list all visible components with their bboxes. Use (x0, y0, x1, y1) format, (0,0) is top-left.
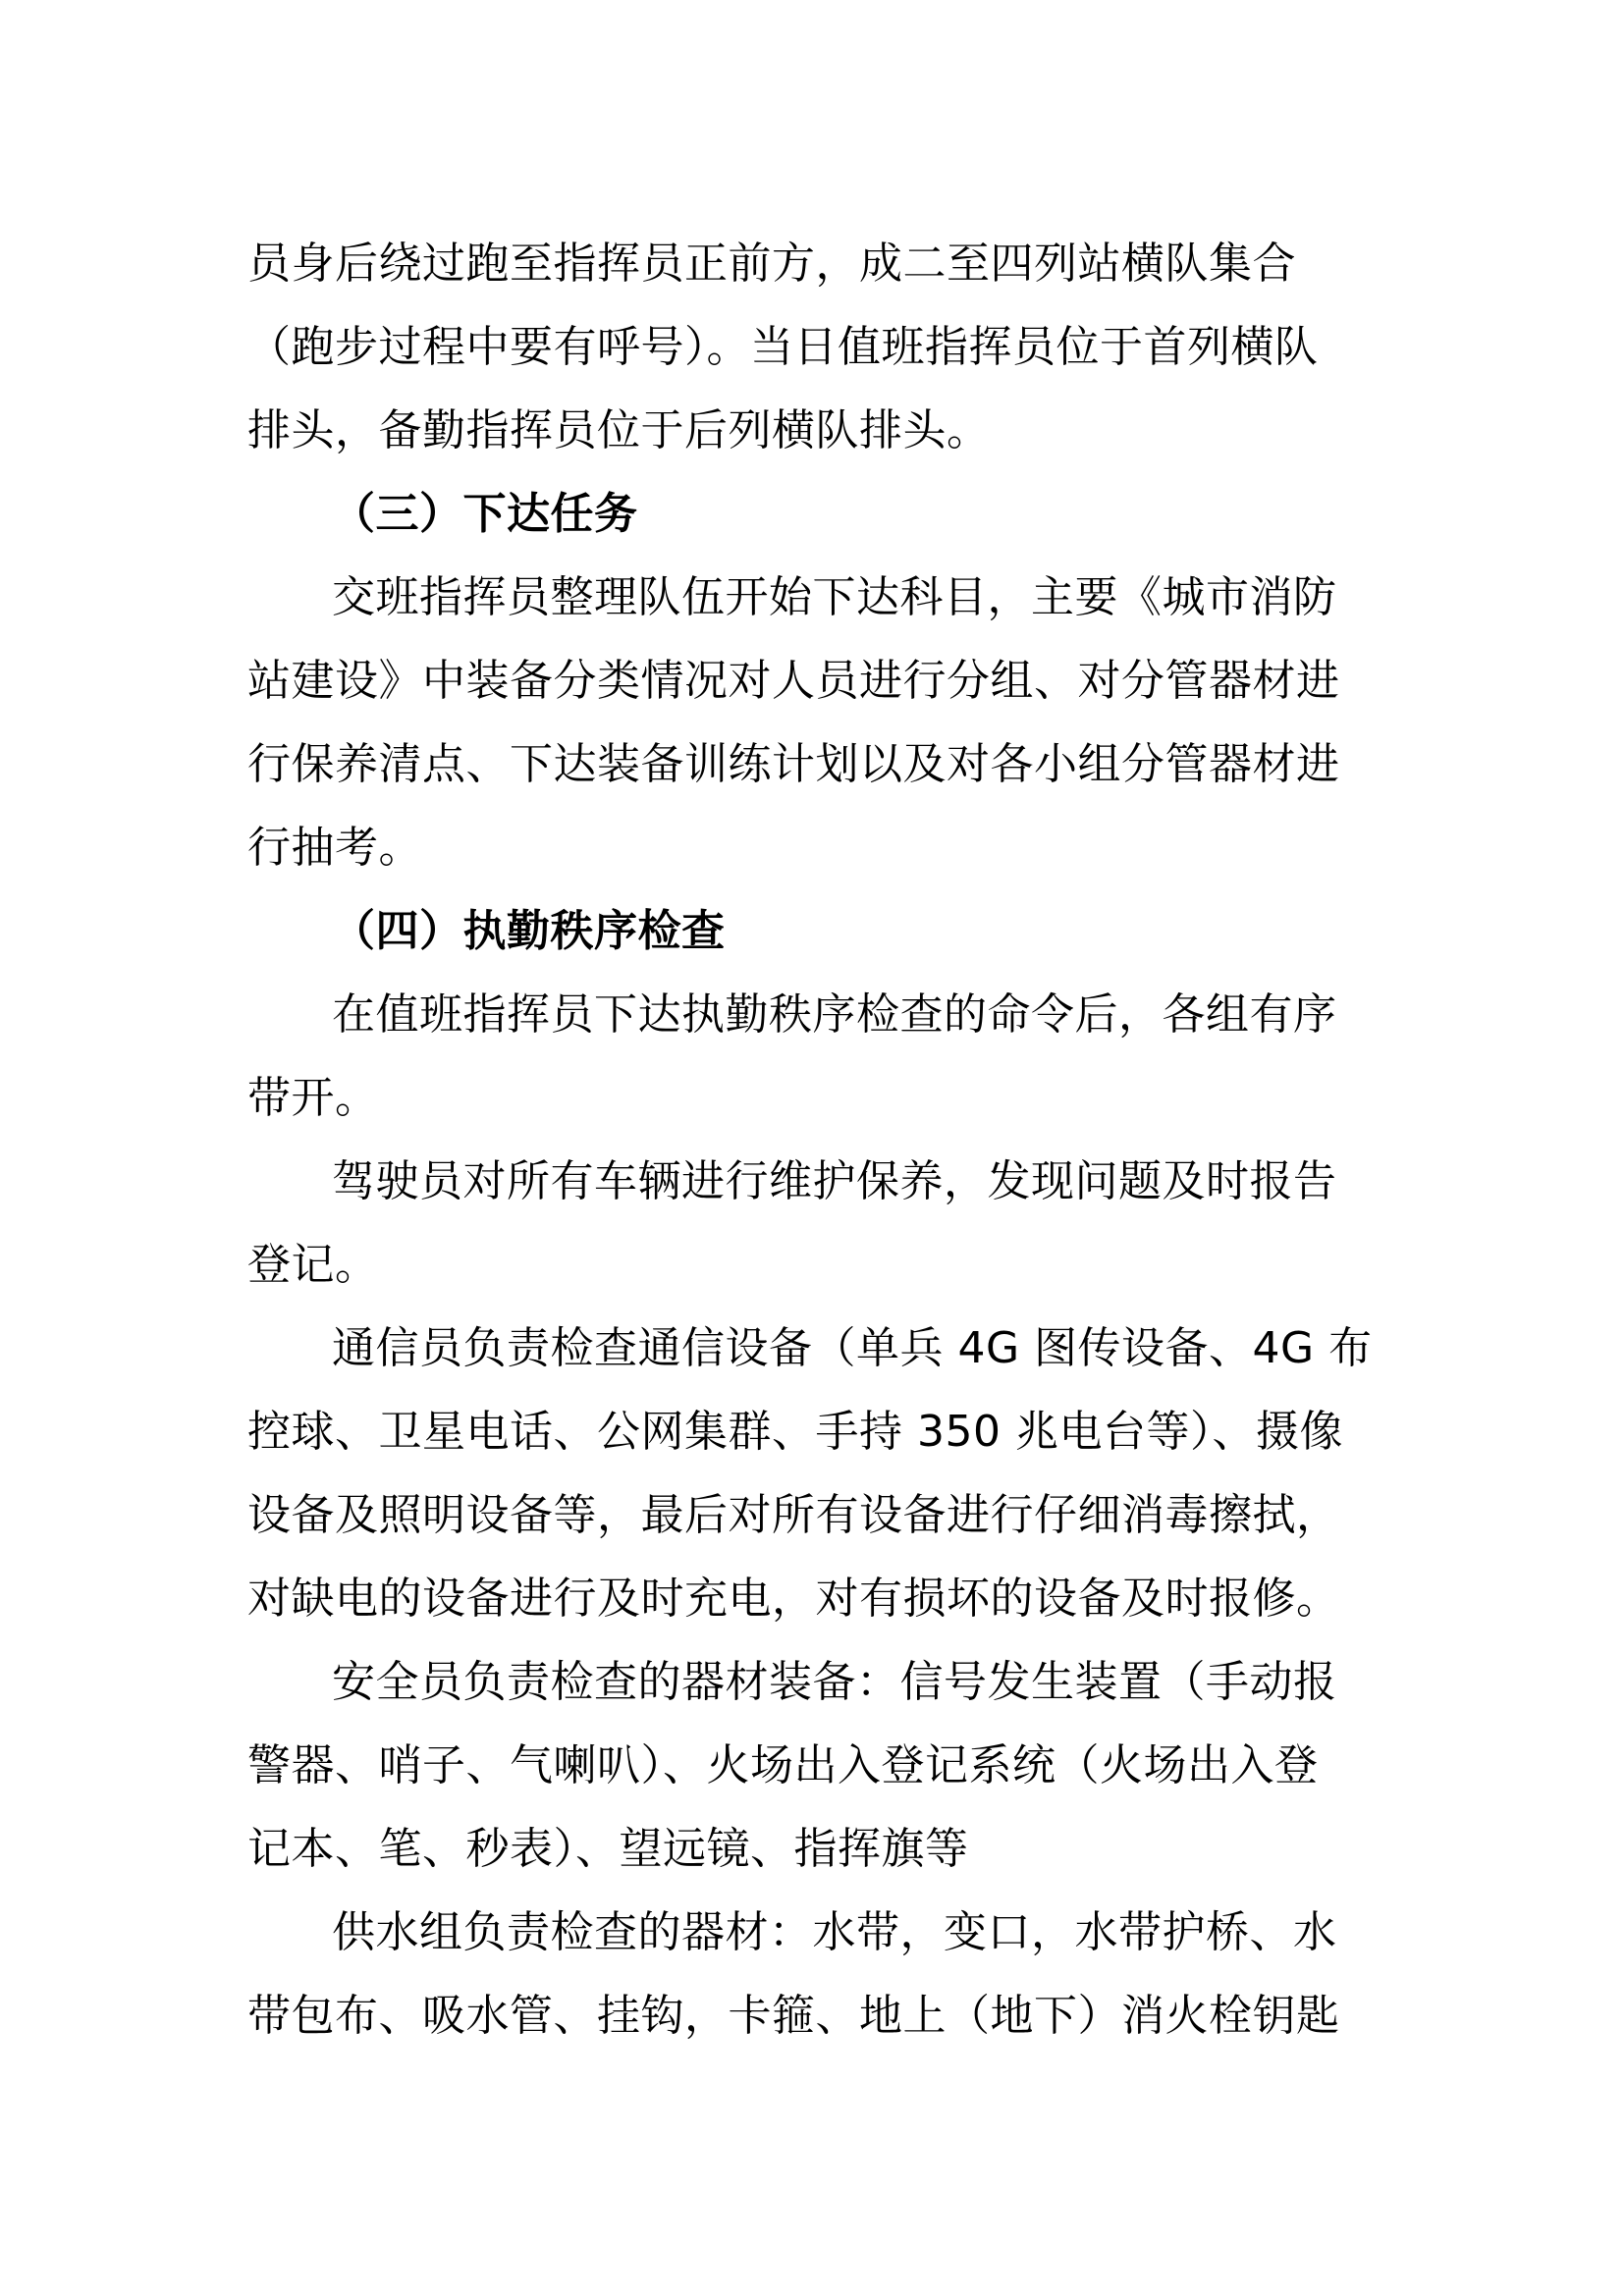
body-line-17: 对缺电的设备进行及时充电，对有损坏的设备及时报修。 (247, 1574, 1340, 1624)
body-line-13: 登记。 (247, 1240, 379, 1290)
body-line-11: 带开。 (247, 1073, 379, 1123)
body-line-16: 设备及照明设备等，最后对所有设备进行仔细消毒擦拭， (247, 1490, 1340, 1540)
body-line-5: 交班指挥员整理队伍开始下达科目，主要《城市消防 (332, 572, 1337, 622)
body-line-21: 供水组负责检查的器材：水带，变口，水带护桥、水 (332, 1907, 1337, 1957)
section-heading-4: （四）执勤秩序检查 (332, 906, 726, 956)
body-line-15: 控球、卫星电话、公网集群、手持 350 兆电台等）、摄像 (247, 1407, 1343, 1457)
section-heading-3: （三）下达任务 (332, 489, 638, 539)
body-line-2: （跑步过程中要有呼号）。当日值班指挥员位于首列横队 (247, 322, 1319, 372)
body-line-22: 带包布、吸水管、挂钩，卡箍、地上（地下）消火栓钥匙 (247, 1991, 1340, 2041)
body-line-19: 警器、哨子、气喇叭）、火场出入登记系统（火场出入登 (247, 1740, 1319, 1790)
body-line-1: 员身后绕过跑至指挥员正前方，成二至四列站横队集合 (247, 239, 1296, 289)
body-line-10: 在值班指挥员下达执勤秩序检查的命令后，各组有序 (332, 989, 1337, 1040)
body-line-18: 安全员负责检查的器材装备：信号发生装置（手动报 (332, 1657, 1337, 1707)
body-line-7: 行保养清点、下达装备训练计划以及对各小组分管器材进 (247, 739, 1340, 789)
body-line-12: 驾驶员对所有车辆进行维护保养，发现问题及时报告 (332, 1156, 1337, 1206)
body-line-3: 排头，备勤指挥员位于后列横队排头。 (247, 405, 991, 455)
body-line-20: 记本、笔、秒表）、望远镜、指挥旗等 (247, 1824, 969, 1874)
body-line-6: 站建设》中装备分类情况对人员进行分组、对分管器材进 (247, 656, 1340, 706)
body-line-8: 行抽考。 (247, 823, 422, 873)
body-line-14: 通信员负责检查通信设备（单兵 4G 图传设备、4G 布 (332, 1323, 1373, 1373)
